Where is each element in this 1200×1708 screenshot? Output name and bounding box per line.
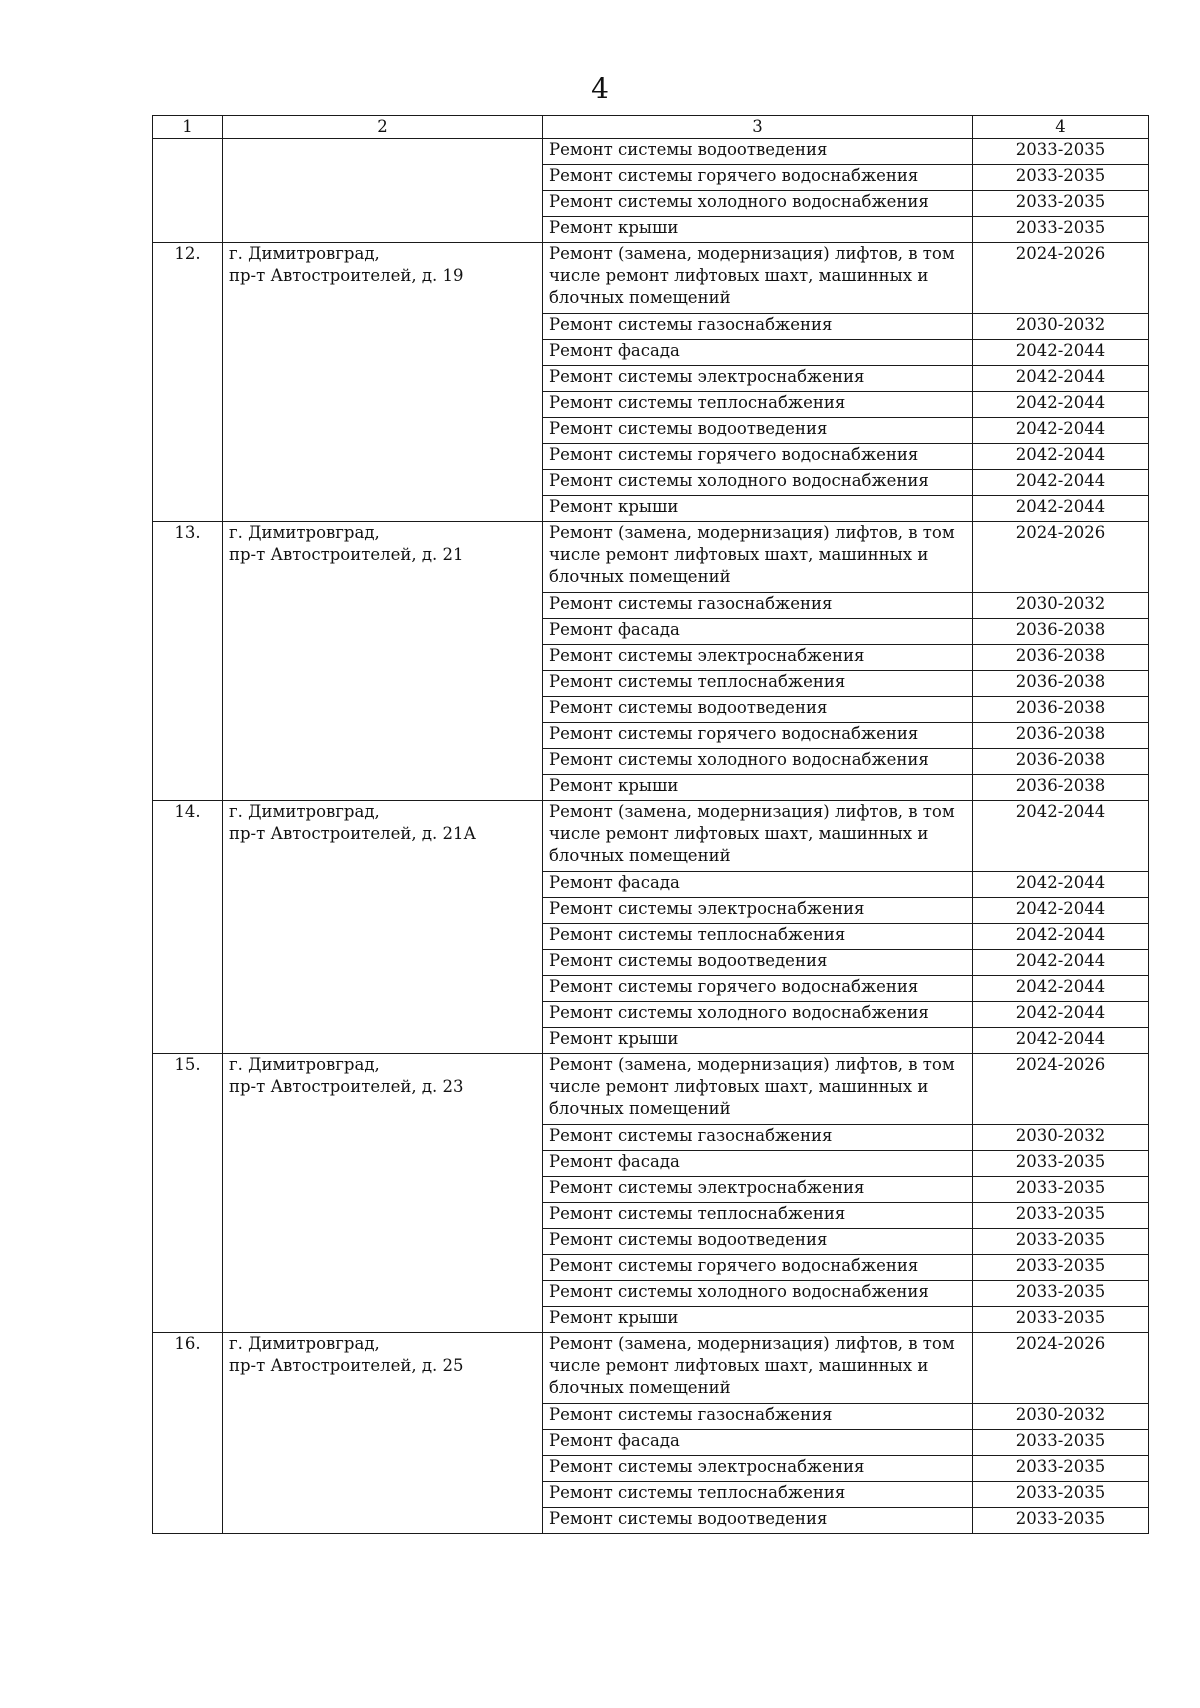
work-cell: Ремонт системы холодного водоснабжения: [543, 749, 973, 775]
period-cell: 2036-2038: [973, 775, 1149, 801]
table-row: [153, 243, 1149, 314]
work-cell: Ремонт системы электроснабжения: [543, 366, 973, 392]
header-col-2: 2: [223, 116, 543, 139]
period-cell: 2033-2035: [973, 1229, 1149, 1255]
period-cell: 2030-2032: [973, 314, 1149, 340]
work-cell: Ремонт фасада: [543, 340, 973, 366]
period-cell: 2033-2035: [973, 1281, 1149, 1307]
period-cell: 2033-2035: [973, 165, 1149, 191]
period-cell: 2042-2044: [973, 898, 1149, 924]
header-col-4: 4: [973, 116, 1149, 139]
address-cell: г. Димитровград, пр-т Автостроителей, д. 23: [223, 1054, 543, 1333]
period-cell: 2042-2044: [973, 1002, 1149, 1028]
work-cell: Ремонт системы холодного водоснабжения: [543, 470, 973, 496]
work-cell: Ремонт системы электроснабжения: [543, 898, 973, 924]
work-cell: Ремонт системы холодного водоснабжения: [543, 1281, 973, 1307]
period-cell: 2030-2032: [973, 1404, 1149, 1430]
period-cell: 2033-2035: [973, 217, 1149, 243]
period-cell: 2024-2026: [973, 243, 1149, 314]
repair-schedule-table: [152, 115, 1149, 1534]
table-row: [153, 139, 1149, 165]
work-cell: Ремонт фасада: [543, 1430, 973, 1456]
work-cell: Ремонт крыши: [543, 217, 973, 243]
header-col-1: 1: [153, 116, 223, 139]
period-cell: 2042-2044: [973, 470, 1149, 496]
period-cell: 2033-2035: [973, 1307, 1149, 1333]
address-cell: г. Димитровград, пр-т Автостроителей, д. 25: [223, 1333, 543, 1534]
work-cell: Ремонт фасада: [543, 872, 973, 898]
period-cell: 2033-2035: [973, 1456, 1149, 1482]
period-cell: 2033-2035: [973, 1482, 1149, 1508]
work-cell: Ремонт системы электроснабжения: [543, 1456, 973, 1482]
work-cell: Ремонт системы теплоснабжения: [543, 671, 973, 697]
period-cell: 2036-2038: [973, 697, 1149, 723]
period-cell: 2042-2044: [973, 392, 1149, 418]
period-cell: 2033-2035: [973, 1177, 1149, 1203]
work-cell: Ремонт фасада: [543, 619, 973, 645]
work-cell: Ремонт системы водоотведения: [543, 697, 973, 723]
period-cell: 2042-2044: [973, 801, 1149, 872]
address-cell: г. Димитровград, пр-т Автостроителей, д. 21А: [223, 801, 543, 1054]
entry-number-cell: 16.: [153, 1333, 223, 1534]
period-cell: 2030-2032: [973, 1125, 1149, 1151]
work-cell: Ремонт (замена, модернизация) лифтов, в том числе ремонт лифтовых шахт, машинных и блочных помещений: [543, 522, 973, 593]
period-cell: 2042-2044: [973, 496, 1149, 522]
period-cell: 2030-2032: [973, 593, 1149, 619]
period-cell: 2036-2038: [973, 645, 1149, 671]
work-cell: Ремонт системы газоснабжения: [543, 1404, 973, 1430]
work-cell: Ремонт системы газоснабжения: [543, 314, 973, 340]
table-row: [153, 1333, 1149, 1404]
period-cell: 2033-2035: [973, 1203, 1149, 1229]
work-cell: Ремонт системы теплоснабжения: [543, 1482, 973, 1508]
work-cell: Ремонт крыши: [543, 1307, 973, 1333]
entry-number-cell: [153, 139, 223, 243]
work-cell: Ремонт системы водоотведения: [543, 1229, 973, 1255]
period-cell: 2042-2044: [973, 444, 1149, 470]
work-cell: Ремонт системы водоотведения: [543, 1508, 973, 1534]
entry-number-cell: 12.: [153, 243, 223, 522]
table-row: [153, 801, 1149, 872]
period-cell: 2036-2038: [973, 723, 1149, 749]
work-cell: Ремонт системы горячего водоснабжения: [543, 976, 973, 1002]
period-cell: 2036-2038: [973, 749, 1149, 775]
work-cell: Ремонт системы горячего водоснабжения: [543, 723, 973, 749]
period-cell: 2036-2038: [973, 671, 1149, 697]
work-cell: Ремонт системы теплоснабжения: [543, 924, 973, 950]
work-cell: Ремонт системы теплоснабжения: [543, 392, 973, 418]
work-cell: Ремонт системы газоснабжения: [543, 1125, 973, 1151]
work-cell: Ремонт (замена, модернизация) лифтов, в том числе ремонт лифтовых шахт, машинных и блочных помещений: [543, 243, 973, 314]
address-cell: [223, 139, 543, 243]
entry-number-cell: 14.: [153, 801, 223, 1054]
table-body: [153, 116, 1149, 1534]
entry-number-cell: 13.: [153, 522, 223, 801]
work-cell: Ремонт крыши: [543, 1028, 973, 1054]
period-cell: 2033-2035: [973, 139, 1149, 165]
work-cell: Ремонт (замена, модернизация) лифтов, в том числе ремонт лифтовых шахт, машинных и блочных помещений: [543, 1333, 973, 1404]
work-cell: Ремонт (замена, модернизация) лифтов, в том числе ремонт лифтовых шахт, машинных и блочных помещений: [543, 1054, 973, 1125]
address-cell: г. Димитровград, пр-т Автостроителей, д. 21: [223, 522, 543, 801]
work-cell: Ремонт системы электроснабжения: [543, 1177, 973, 1203]
period-cell: 2024-2026: [973, 1054, 1149, 1125]
period-cell: 2033-2035: [973, 191, 1149, 217]
period-cell: 2042-2044: [973, 950, 1149, 976]
work-cell: Ремонт системы холодного водоснабжения: [543, 1002, 973, 1028]
work-cell: Ремонт системы горячего водоснабжения: [543, 1255, 973, 1281]
period-cell: 2033-2035: [973, 1430, 1149, 1456]
period-cell: 2042-2044: [973, 418, 1149, 444]
work-cell: Ремонт системы электроснабжения: [543, 645, 973, 671]
header-row: [153, 116, 1149, 139]
period-cell: 2042-2044: [973, 976, 1149, 1002]
work-cell: Ремонт системы водоотведения: [543, 950, 973, 976]
period-cell: 2042-2044: [973, 340, 1149, 366]
header-col-3: 3: [543, 116, 973, 139]
period-cell: 2024-2026: [973, 1333, 1149, 1404]
period-cell: 2042-2044: [973, 924, 1149, 950]
period-cell: 2042-2044: [973, 872, 1149, 898]
work-cell: Ремонт (замена, модернизация) лифтов, в том числе ремонт лифтовых шахт, машинных и блочных помещений: [543, 801, 973, 872]
period-cell: 2042-2044: [973, 366, 1149, 392]
work-cell: Ремонт системы горячего водоснабжения: [543, 165, 973, 191]
entry-number-cell: 15.: [153, 1054, 223, 1333]
period-cell: 2033-2035: [973, 1508, 1149, 1534]
table-row: [153, 1054, 1149, 1125]
work-cell: Ремонт крыши: [543, 775, 973, 801]
work-cell: Ремонт системы теплоснабжения: [543, 1203, 973, 1229]
period-cell: 2033-2035: [973, 1151, 1149, 1177]
address-cell: г. Димитровград, пр-т Автостроителей, д. 19: [223, 243, 543, 522]
work-cell: Ремонт системы горячего водоснабжения: [543, 444, 973, 470]
period-cell: 2042-2044: [973, 1028, 1149, 1054]
period-cell: 2033-2035: [973, 1255, 1149, 1281]
period-cell: 2024-2026: [973, 522, 1149, 593]
work-cell: Ремонт системы водоотведения: [543, 418, 973, 444]
period-cell: 2036-2038: [973, 619, 1149, 645]
work-cell: Ремонт фасада: [543, 1151, 973, 1177]
work-cell: Ремонт системы водоотведения: [543, 139, 973, 165]
work-cell: Ремонт системы газоснабжения: [543, 593, 973, 619]
work-cell: Ремонт системы холодного водоснабжения: [543, 191, 973, 217]
table-row: [153, 522, 1149, 593]
work-cell: Ремонт крыши: [543, 496, 973, 522]
page-number: 4: [591, 72, 609, 105]
